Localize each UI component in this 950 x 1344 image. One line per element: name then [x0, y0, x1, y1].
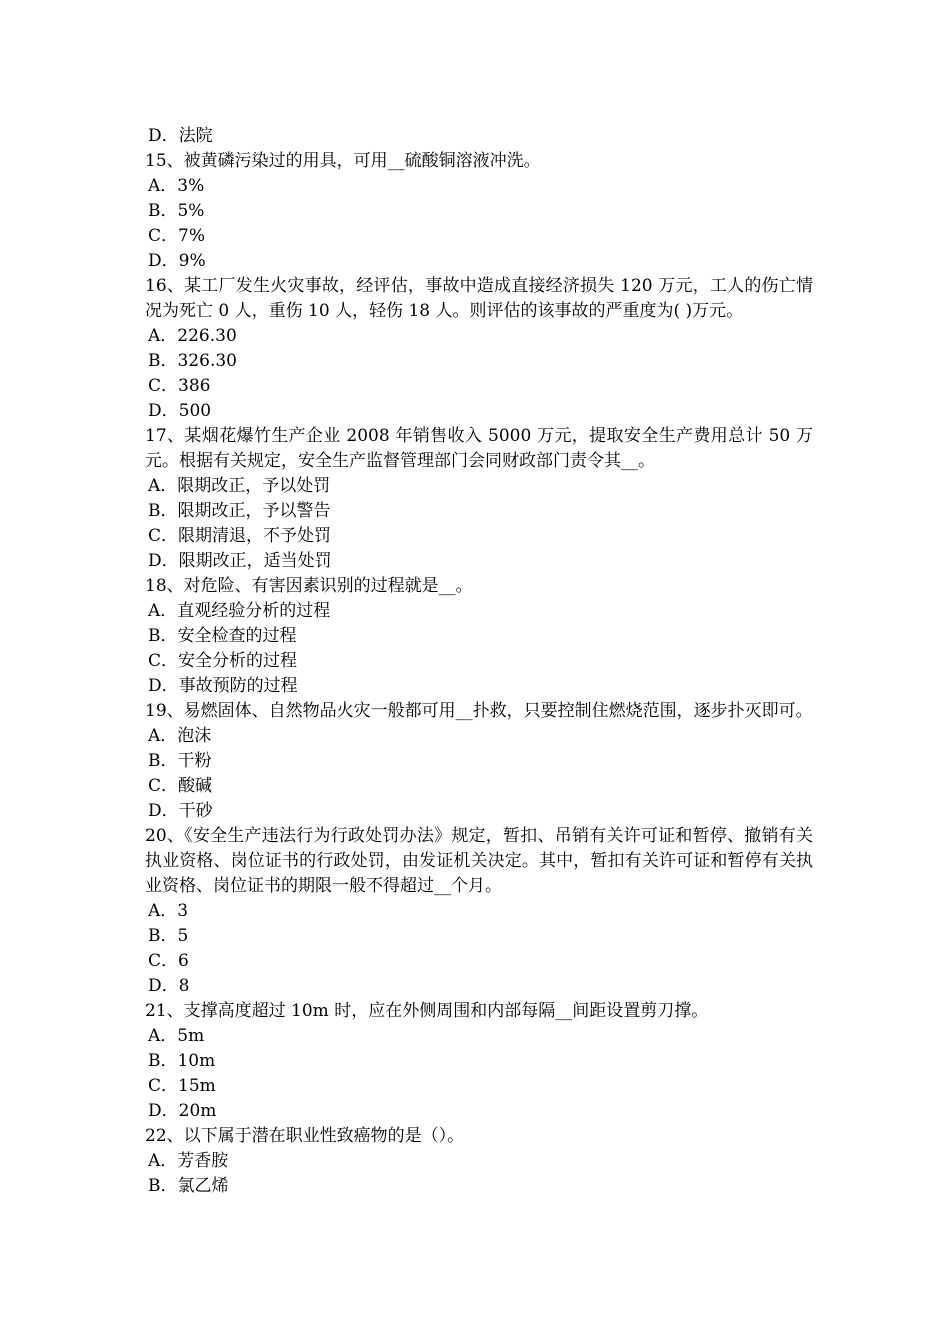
question-text: 17、某烟花爆竹生产企业 2008 年销售收入 5000 万元，提取安全生产费用总计 50 万元。根据有关规定，安全生产监督管理部门会同财政部门责令其__。 — [145, 426, 813, 471]
answer-option: A．芳香胺 — [148, 1151, 229, 1171]
answer-option: A．限期改正，予以处罚 — [148, 476, 331, 496]
answer-option: C．15m — [148, 1076, 216, 1096]
answer-option: B．干粉 — [148, 751, 212, 771]
question-text: 20、《安全生产违法行为行政处罚办法》规定，暂扣、吊销有关许可证和暂停、撤销有关执业资格、岗位证书的行政处罚，由发证机关决定。其中，暂扣有关许可证和暂停有关执业资格、岗位证书的期限一般不得超过__个月。 — [145, 826, 813, 896]
answer-option: A．226.30 — [148, 326, 237, 346]
answer-option: C．酸碱 — [148, 776, 213, 796]
answer-option: B．10m — [148, 1051, 216, 1071]
answer-option: D．限期改正，适当处罚 — [148, 551, 332, 571]
answer-option: C．安全分析的过程 — [148, 651, 298, 671]
answer-option: B．氯乙烯 — [148, 1176, 229, 1196]
answer-option: C．6 — [148, 951, 189, 971]
question-text: 21、支撑高度超过 10m 时，应在外侧周围和内部每隔__间距设置剪刀撑。 — [145, 1001, 709, 1021]
answer-option: C．7% — [148, 226, 205, 246]
answer-option: D．500 — [148, 401, 212, 421]
answer-option: A．3 — [148, 901, 189, 921]
answer-option: D．干砂 — [148, 801, 213, 821]
answer-option: A．泡沫 — [148, 726, 212, 746]
document-page — [145, 124, 813, 1199]
answer-option: B．5 — [148, 926, 189, 946]
answer-option: A．直观经验分析的过程 — [148, 601, 331, 621]
answer-option: B．326.30 — [148, 351, 237, 371]
answer-option: A．5m — [148, 1026, 205, 1046]
answer-option: A．3% — [148, 176, 205, 196]
answer-option: D．9% — [148, 251, 206, 271]
question-text: 15、被黄磷污染过的用具，可用__硫酸铜溶液冲洗。 — [145, 151, 541, 171]
answer-option: C．386 — [148, 376, 211, 396]
question-text: 22、以下属于潜在职业性致癌物的是（）。 — [145, 1126, 465, 1146]
answer-option: B．安全检查的过程 — [148, 626, 297, 646]
answer-option: D．法院 — [148, 126, 213, 146]
answer-option: D．8 — [148, 976, 190, 996]
answer-option: B．限期改正，予以警告 — [148, 501, 331, 521]
answer-option: D．事故预防的过程 — [148, 676, 298, 696]
answer-option: C．限期清退，不予处罚 — [148, 526, 332, 546]
question-text: 19、易燃固体、自然物品火灾一般都可用__扑救，只要控制住燃烧范围，逐步扑灭即可。 — [145, 701, 813, 721]
question-text: 18、对危险、有害因素识别的过程就是__。 — [145, 576, 473, 596]
answer-option: B．5% — [148, 201, 205, 221]
answer-option: D．20m — [148, 1101, 217, 1121]
question-text: 16、某工厂发生火灾事故，经评估，事故中造成直接经济损失 120 万元，工人的伤亡情况为死亡 0 人，重伤 10 人，轻伤 18 人。则评估的该事故的严重度为( )万元。 — [145, 276, 813, 321]
